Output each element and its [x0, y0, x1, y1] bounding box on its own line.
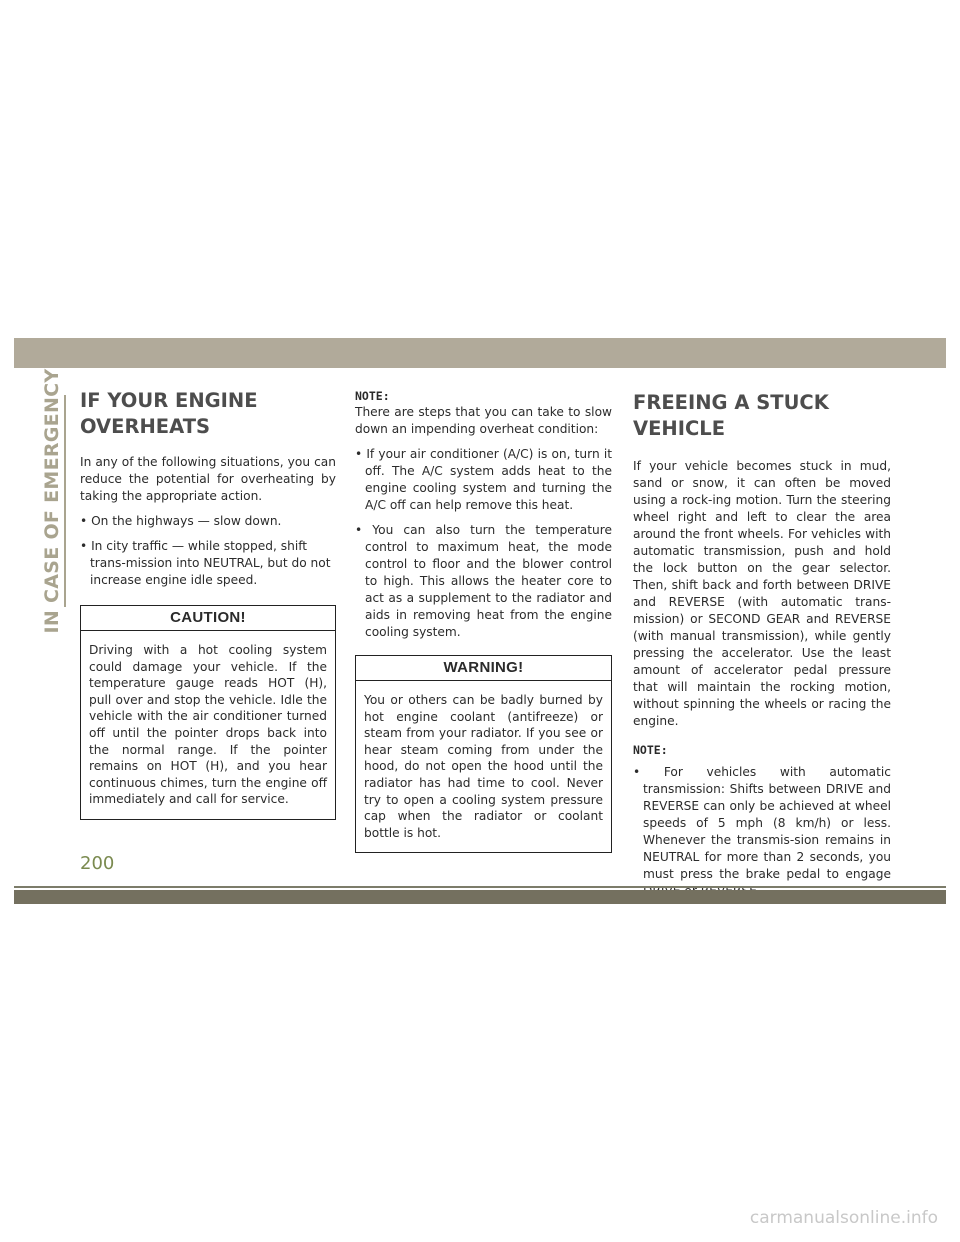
- section-side-tab: [40, 368, 64, 634]
- overheat-intro: In any of the following situations, you can reduce the potential for overheating by taking the appropriate action.: [80, 455, 336, 503]
- side-tab-rule: [64, 395, 66, 607]
- step-bullet-ac: • If your air conditioner (A/C) is on, turn it off. The A/C system adds heat to the engine cooling system and turning the A/C off can help remove this heat.: [355, 447, 612, 512]
- overheat-bullet-highway: • On the highways — slow down.: [80, 514, 282, 528]
- section-title-overheats: [80, 388, 336, 440]
- column-overheat-steps: [355, 388, 612, 853]
- footer-band: [14, 890, 946, 904]
- column-overheats: [80, 388, 336, 820]
- title-line-1: IF YOUR ENGINE: [80, 389, 258, 412]
- caution-text: Driving with a hot cooling system could damage your vehicle. If the temperature gauge reads HOT (H), pull over and stop the vehicle. Idle the vehicle with the air conditioner turned off until the pointer drops back into the normal range. If the pointer remains on HOT (H), and you hear continuous chimes, turn the engine off immediately and call for service.: [89, 643, 327, 807]
- caution-title: CAUTION!: [81, 606, 335, 631]
- note-intro: There are steps that you can take to slow down an impending overheat condition:: [355, 405, 612, 436]
- stuck-vehicle-body: If your vehicle becomes stuck in mud, sand or snow, it can often be moved using a rock-ing motion. Turn the steering wheel right and left to clear the area around the front wheels. For vehicles with automatic transmission, push and hold the lock button on the gear selector. Then, shift back and forth between DRIVE and REVERSE (with automatic trans-mission) or SECOND GEAR and REVERSE (with manual transmission), while gently pressing the accelerator. Use the least amount of accelerator pedal pressure that will maintain the rocking motion, without spinning the wheels or racing the engine.: [633, 459, 891, 728]
- title-line-2: OVERHEATS: [80, 415, 211, 438]
- footer-rule: [14, 886, 946, 888]
- watermark: carmanualsonline.info: [749, 1208, 938, 1228]
- section-title-stuck-vehicle: FREEING A STUCK VEHICLE: [633, 391, 829, 440]
- section-side-tab-label: IN CASE OF EMERGENCY: [41, 368, 63, 634]
- warning-title: WARNING!: [356, 656, 611, 681]
- step-bullet-heater: • You can also turn the temperature control to maximum heat, the mode control to floor and the blower control to high. This allows the heater core to act as a supplement to the radiator and aids in removing heat from the engine cooling system.: [355, 523, 612, 639]
- overheat-bullet-city: • In city traffic — while stopped, shift trans-mission into NEUTRAL, but do not increase engine idle speed.: [80, 539, 331, 587]
- warning-text: You or others can be badly burned by hot engine coolant (antifreeze) or steam from your radiator. If you see or hear steam coming from under the hood, do not open the hood until the radiator has had time to cool. Never try to open a cooling system pressure cap when the radiator or coolant bottle is hot.: [364, 693, 603, 840]
- warning-box: [355, 655, 612, 853]
- caution-box: [80, 605, 336, 820]
- note-label: NOTE:: [633, 743, 668, 757]
- column-stuck-vehicle: [633, 388, 891, 908]
- header-band: [14, 338, 946, 368]
- stuck-note-bullet: • For vehicles with automatic transmission: Shifts between DRIVE and REVERSE can only be achieved at wheel speeds of 5 mph (8 km/h) or less. Whenever the transmis-sion remains in NEUTRAL for more than 2 seconds, you must press the brake pedal to engage: [633, 765, 891, 881]
- note-label: NOTE:: [355, 389, 390, 403]
- page-number: 200: [80, 853, 115, 874]
